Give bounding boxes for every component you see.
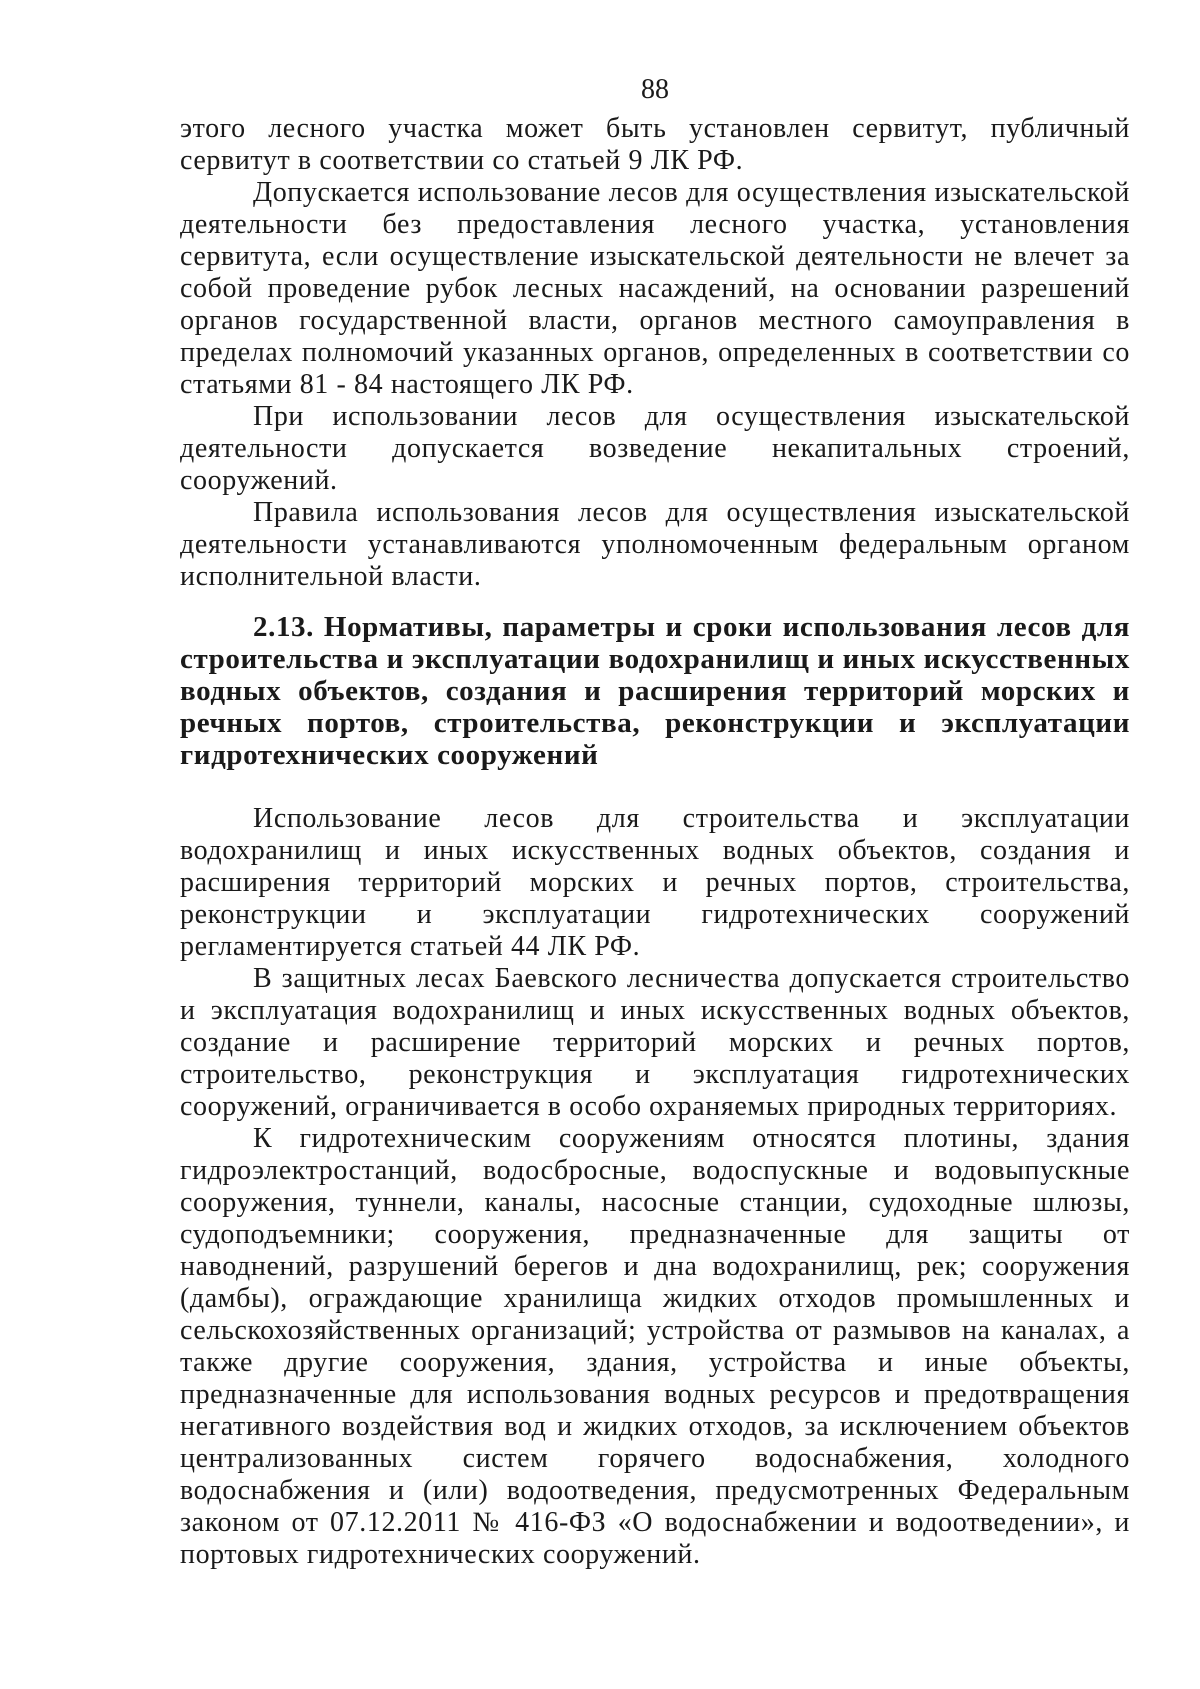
bottom-text-block (180, 803, 1130, 1571)
paragraph-baevsky-forestry: В защитных лесах Баевского лесничества допускается строительство и эксплуатация водохранилищ и иных искусственных водных объектов, создание и расширение территорий морских и речных портов, строительство, реконструкция и эксплуатация гидротехнических сооружений, ограничивается в особо охраняемых природных территориях. (180, 963, 1130, 1122)
paragraph-temporary-structures: При использовании лесов для осуществления изыскательской деятельности допускается возведение некапитальных строений, сооружений. (180, 401, 1130, 496)
paragraph-article-44: Использование лесов для строительства и эксплуатации водохранилищ и иных искусственных водных объектов, создания и расширения территорий морских и речных портов, строительства, реконструкции и эксплуатации гидротехнических сооружений регламентируется статьей 44 ЛК РФ. (180, 803, 1130, 962)
document-page (180, 0, 1130, 1689)
paragraph-continuation: этого лесного участка может быть установлен сервитут, публичный сервитут в соответствии со статьей 9 ЛК РФ. (180, 113, 1130, 176)
paragraph-survey-rules: Правила использования лесов для осуществления изыскательской деятельности устанавливаются уполномоченным федеральным органом исполнительной власти. (180, 497, 1130, 592)
section-heading: 2.13. Нормативы, параметры и сроки использования лесов для строительства и эксплуатации водохранилищ и иных искусственных водных объектов, создания и расширения территорий морских и речных портов, строительства, реконструкции и эксплуатации гидротехнических сооружений (180, 611, 1130, 771)
paragraph-survey-activity: Допускается использование лесов для осуществления изыскательской деятельности без предоставления лесного участка, установления сервитута, если осуществление изыскательской деятельности не влечет за собой проведение рубок лесных насаждений, на основании разрешений органов государственной власти, органов местного самоуправления в пределах полномочий указанных органов, определенных в соответствии со статьями 81 - 84 настоящего ЛК РФ. (180, 177, 1130, 400)
top-text-block (180, 113, 1130, 593)
page-number: 88 (641, 74, 669, 105)
paragraph-hydraulic-structures: К гидротехническим сооружениям относятся плотины, здания гидроэлектростанций, водосбросные, водоспускные и водовыпускные сооружения, туннели, каналы, насосные станции, судоходные шлюзы, судоподъемники; сооружения, предназначенные для защиты от наводнений, разрушений берегов и дна водохранилищ, рек; сооружения (дамбы), ограждающие хранилища жидких отходов промышленных и сельскохозяйственных организаций; устройства от размывов на каналах, а также другие сооружения, здания, устройства и иные объекты, предназначенные для использования водных ресурсов и предотвращения негативного воздействия вод и жидких отходов, за исключением объектов централизованных систем горячего водоснабжения, холодного водоснабжения и (или) водоотведения, предусмотренных Федеральным законом от 07.12.2011 № 416-ФЗ «О водоснабжении и водоотведении», и портовых гидротехнических сооружений. (180, 1123, 1130, 1570)
